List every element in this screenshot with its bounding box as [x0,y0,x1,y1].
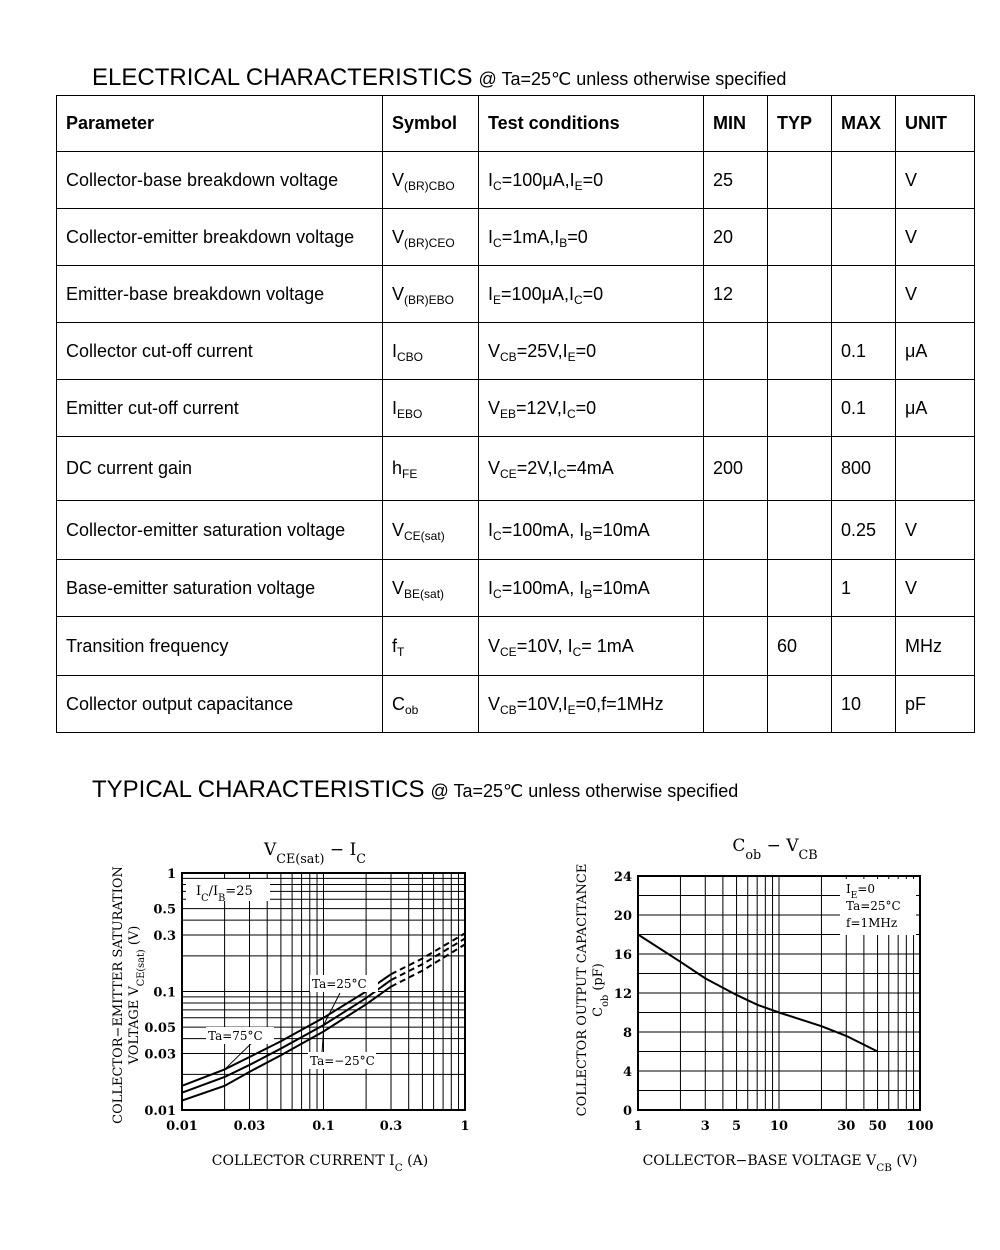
y-tick-label: 0.01 [144,1104,176,1119]
typical-title-text: TYPICAL CHARACTERISTICS [92,776,425,803]
vce-sat-vs-ic-chart [100,825,480,1175]
table-row [57,266,975,323]
unit-cell: μA [896,323,975,380]
parameter-cell: Collector-base breakdown voltage [57,152,383,209]
max-cell: 0.1 [832,380,896,437]
parameter-cell: Collector cut-off current [57,323,383,380]
table-row [57,380,975,437]
symbol-cell: $V_{BE(sat)}$ [383,560,479,617]
header-parameter: Parameter [57,96,383,152]
typ-cell: 60 [768,617,832,676]
min-cell [704,380,768,437]
table-row [57,676,975,733]
typ-cell [768,380,832,437]
electrical-characteristics-title [92,64,786,92]
y-tick-label: 12 [613,987,632,1002]
y-axis-label-line1: COLLECTOR−EMITTER SATURATION [111,866,126,1124]
unit-cell: μA [896,380,975,437]
y-tick-label: 0 [622,1104,632,1119]
typical-title-condition: @ Ta=25℃ unless otherwise specified [430,781,739,801]
test-conditions-cell: $V_{EB}=12V,I_C=0$ [479,380,704,437]
chart-title: $C_{ob} - V_{CB}$ [732,836,818,863]
table-row [57,209,975,266]
test-conditions-cell: $I_C=100mA$, $I_B=10mA$ [479,501,704,560]
parameter-cell: Emitter cut-off current [57,380,383,437]
series-label: Ta=−25°C [310,1054,375,1068]
legend-line: f=1MHz [846,916,898,930]
condition-label: $I_C/I_B=25$ [196,884,253,904]
typ-cell [768,152,832,209]
test-conditions-cell: $V_{CE}=10V$, $I_C= 1mA$ [479,617,704,676]
x-axis-label: COLLECTOR−BASE VOLTAGE $V_{CB}$ (V) [642,1153,918,1174]
y-tick-label: 4 [622,1065,632,1080]
typ-cell [768,501,832,560]
series-label: Ta=75°C [208,1029,263,1043]
min-cell: 25 [704,152,768,209]
max-cell [832,209,896,266]
y-axis-label-line2: VOLTAGE $V_{CE(sat)}$ (V) [127,925,147,1065]
max-cell [832,266,896,323]
symbol-cell: $V_{(BR)EBO}$ [383,266,479,323]
x-tick-label: 10 [769,1119,789,1134]
table-row [57,437,975,501]
x-tick-label: 1 [460,1119,470,1134]
y-tick-label: 0.1 [153,985,176,1001]
series-label: Ta=25°C [312,977,367,991]
max-cell: 1 [832,560,896,617]
min-cell [704,501,768,560]
parameter-cell: Collector-emitter saturation voltage [57,501,383,560]
typ-cell [768,209,832,266]
legend-line: $I_E=0$ [846,882,876,901]
header-test-conditions: Test conditions [479,96,704,152]
header-symbol: Symbol [383,96,479,152]
header-unit: UNIT [896,96,975,152]
x-tick-label: 30 [837,1119,856,1134]
parameter-cell: Emitter-base breakdown voltage [57,266,383,323]
x-tick-label: 1 [633,1119,643,1134]
unit-cell: V [896,501,975,560]
y-tick-label: 20 [613,909,632,924]
min-cell [704,617,768,676]
electrical-title-text: ELECTRICAL CHARACTERISTICS [92,64,473,91]
min-cell: 12 [704,266,768,323]
legend-line: Ta=25°C [846,899,901,913]
table-row [57,501,975,560]
unit-cell: pF [896,676,975,733]
x-tick-label: 100 [906,1119,934,1134]
series-line-dashed [391,939,465,981]
unit-cell: MHz [896,617,975,676]
x-tick-label: 5 [732,1119,742,1134]
unit-cell: V [896,152,975,209]
max-cell: 0.1 [832,323,896,380]
y-tick-label: 24 [613,870,632,885]
test-conditions-cell: $V_{CB}=25V,I_E=0$ [479,323,704,380]
min-cell: 20 [704,209,768,266]
max-cell: 800 [832,437,896,501]
test-conditions-cell: $I_C=100\mu A,I_E=0$ [479,152,704,209]
unit-cell: V [896,560,975,617]
y-tick-label: 0.03 [144,1047,176,1063]
symbol-cell: $C_{ob}$ [383,676,479,733]
y-tick-label: 16 [613,948,632,963]
header-max: MAX [832,96,896,152]
cob-vs-vcb-chart [570,825,950,1175]
table-row [57,323,975,380]
parameter-cell: Collector output capacitance [57,676,383,733]
symbol-cell: $h_{FE}$ [383,437,479,501]
test-conditions-cell: $V_{CB}=10V,I_E=0,f=1MHz$ [479,676,704,733]
max-cell [832,617,896,676]
y-tick-label: 0.5 [153,902,176,918]
max-cell: 10 [832,676,896,733]
parameter-cell: Transition frequency [57,617,383,676]
symbol-cell: $V_{(BR)CBO}$ [383,152,479,209]
x-tick-label: 50 [868,1119,887,1134]
y-axis-label-line1: COLLECTOR OUTPUT CAPACITANCE [575,863,590,1117]
y-tick-label: 0.3 [153,928,176,944]
y-tick-label: 8 [622,1026,632,1041]
table-body [57,152,975,733]
typical-characteristics-title [92,776,738,804]
min-cell [704,323,768,380]
test-conditions-cell: $I_C=1mA,I_B=0$ [479,209,704,266]
typ-cell [768,676,832,733]
unit-cell: V [896,209,975,266]
max-cell: 0.25 [832,501,896,560]
parameter-cell: Collector-emitter breakdown voltage [57,209,383,266]
table-row [57,152,975,209]
electrical-title-condition: @ Ta=25℃ unless otherwise specified [478,69,787,89]
symbol-cell: $V_{CE(sat)}$ [383,501,479,560]
min-cell [704,676,768,733]
test-conditions-cell: $V_{CE}=2V,I_C=4mA$ [479,437,704,501]
x-tick-label: 0.03 [233,1119,266,1134]
x-tick-label: 3 [700,1119,710,1134]
min-cell [704,560,768,617]
typ-cell [768,560,832,617]
test-conditions-cell: $I_E=100\mu A,I_C=0$ [479,266,704,323]
symbol-cell: $V_{(BR)CEO}$ [383,209,479,266]
header-typ: TYP [768,96,832,152]
unit-cell: V [896,266,975,323]
table-row [57,560,975,617]
electrical-characteristics-table [56,95,975,733]
min-cell: 200 [704,437,768,501]
typ-cell [768,266,832,323]
typ-cell [768,323,832,380]
table-header-row [57,96,975,152]
symbol-cell: $I_{EBO}$ [383,380,479,437]
unit-cell [896,437,975,501]
parameter-cell: Base-emitter saturation voltage [57,560,383,617]
y-tick-label: 1 [166,867,176,882]
parameter-cell: DC current gain [57,437,383,501]
typ-cell [768,437,832,501]
chart-title: $V_{CE(sat)} - I_C$ [263,840,367,867]
x-tick-label: 0.1 [312,1119,335,1134]
max-cell [832,152,896,209]
table-row [57,617,975,676]
x-tick-label: 0.3 [379,1119,403,1134]
test-conditions-cell: $I_C=100mA$, $I_B=10mA$ [479,560,704,617]
symbol-cell: $f_T$ [383,617,479,676]
x-axis-label: COLLECTOR CURRENT $I_C$ (A) [211,1153,429,1174]
series-line-dashed [391,944,465,986]
symbol-cell: $I_{CBO}$ [383,323,479,380]
y-axis-label-line2: $C_{ob}$ (pF) [591,963,611,1017]
y-tick-label: 0.05 [144,1021,176,1037]
header-min: MIN [704,96,768,152]
x-tick-label: 0.01 [166,1119,198,1134]
